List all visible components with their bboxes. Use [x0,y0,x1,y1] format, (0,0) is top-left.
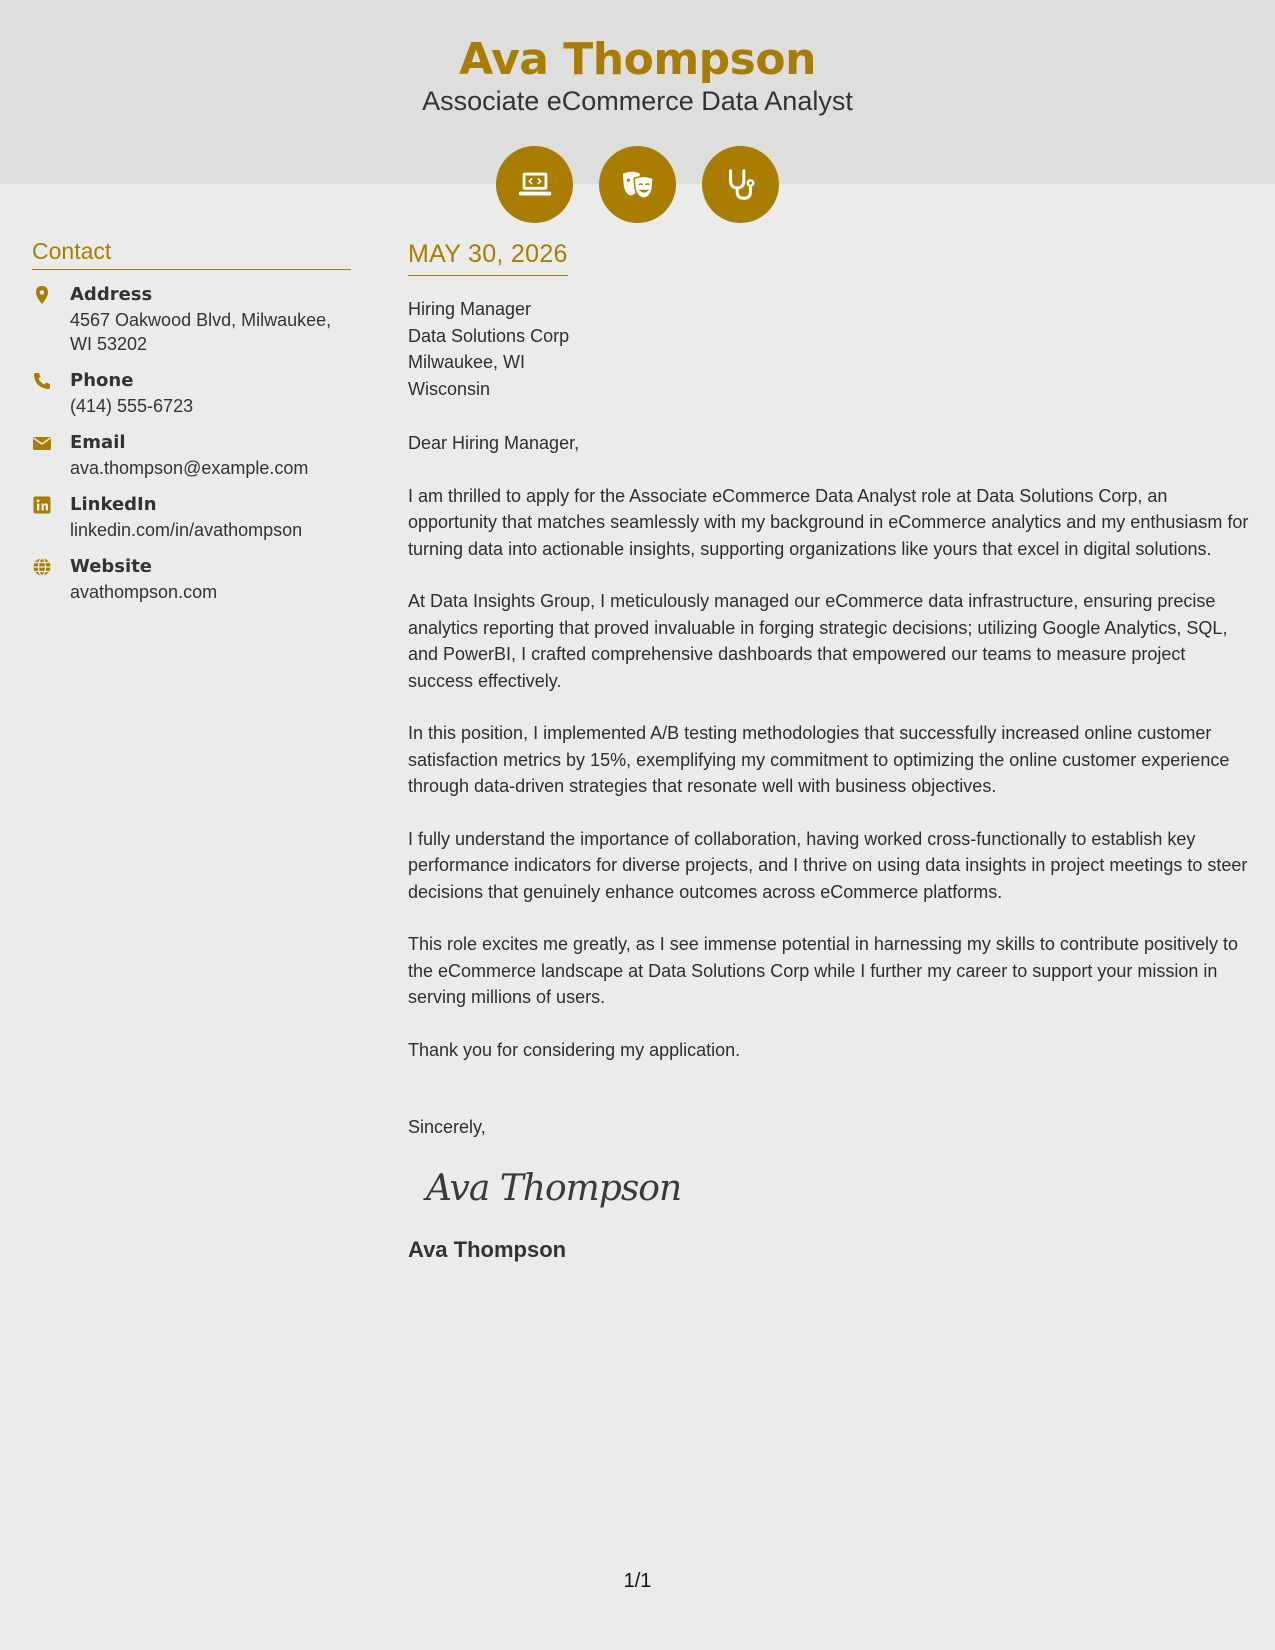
recipient-line: Data Solutions Corp [408,325,570,346]
address-line-1: 4567 Oakwood Blvd, Milwaukee, [70,310,332,330]
stethoscope-icon [702,146,779,223]
phone-label: Phone [70,370,134,391]
letter-date: MAY 30, 2026 [408,240,568,276]
applicant-name: Ava Thompson [459,34,816,85]
globe-icon [32,554,70,604]
page-number: 1/1 [623,1570,652,1592]
linkedin-value[interactable]: linkedin.com/in/avathompson [70,520,303,540]
signed-name: Ava Thompson [408,1237,567,1262]
location-pin-icon [32,282,70,356]
salutation: Dear Hiring Manager, [408,433,580,453]
paragraph: I fully understand the importance of collaboration, having worked cross-functionally to establish key performance indicators for diverse projects, and I thrive on using data insights in project meetings to steer decisions that genuinely enhance outcomes across eCommerce platforms. [408,828,1248,902]
contact-website [32,554,351,604]
paragraph: I am thrilled to apply for the Associate eCommerce Data Analyst role at Data Solutions Corp, an opportunity that matches seamlessly with my background in eCommerce analytics and my enthusiasm for turning data into actionable insights, supporting organizations like yours that excel in digital solutions. [408,485,1249,559]
recipient-block [408,296,1250,402]
laptop-code-icon [496,146,573,223]
letter-body [408,240,1250,1263]
website-value[interactable]: avathompson.com [70,582,218,602]
contact-phone [32,368,351,418]
contact-title: Contact [32,238,351,270]
website-label: Website [70,556,153,577]
linkedin-label: LinkedIn [70,494,157,515]
email-value[interactable]: ava.thompson@example.com [70,458,309,478]
paragraph: In this position, I implemented A/B testing methodologies that successfully increased online customer satisfaction metrics by 15%, exemplifying my commitment to optimizing the online customer experience through data-driven strategies that resonate well with business objectives. [408,723,1230,796]
paragraph: Thank you for considering my application. [408,1039,741,1060]
handwritten-signature: Ava Thompson [426,1168,682,1209]
phone-value[interactable]: (414) 555-6723 [70,396,194,416]
recipient-line: Milwaukee, WI [408,352,526,372]
address-line-2: WI 53202 [70,334,148,354]
paragraph: At Data Insights Group, I meticulously managed our eCommerce data infrastructure, ensuring precise analytics reporting that proved invaluable in forging strategic decisions; utilizing Google Analytics, SQL, and PowerBI, I crafted comprehensive dashboards that empowered our teams to measure project success effectively. [408,591,1228,691]
recipient-line: Hiring Manager [408,299,532,319]
contact-linkedin [32,492,351,542]
envelope-icon [32,430,70,480]
header-icons [0,146,1275,223]
recipient-line: Wisconsin [408,378,491,399]
email-label: Email [70,432,126,453]
contact-address [32,282,351,356]
contact-email [32,430,351,480]
job-title: Associate eCommerce Data Analyst [422,86,853,116]
closing: Sincerely, [408,1117,486,1137]
contact-sidebar [32,238,351,604]
address-label: Address [70,284,153,305]
paragraph: This role excites me greatly, as I see immense potential in harnessing my skills to contribute positively to the eCommerce landscape at Data Solutions Corp while I further my career to support your mission in serving millions of users. [408,934,1239,1007]
linkedin-icon [32,492,70,542]
phone-icon [32,368,70,418]
masks-theater-icon [599,146,676,223]
